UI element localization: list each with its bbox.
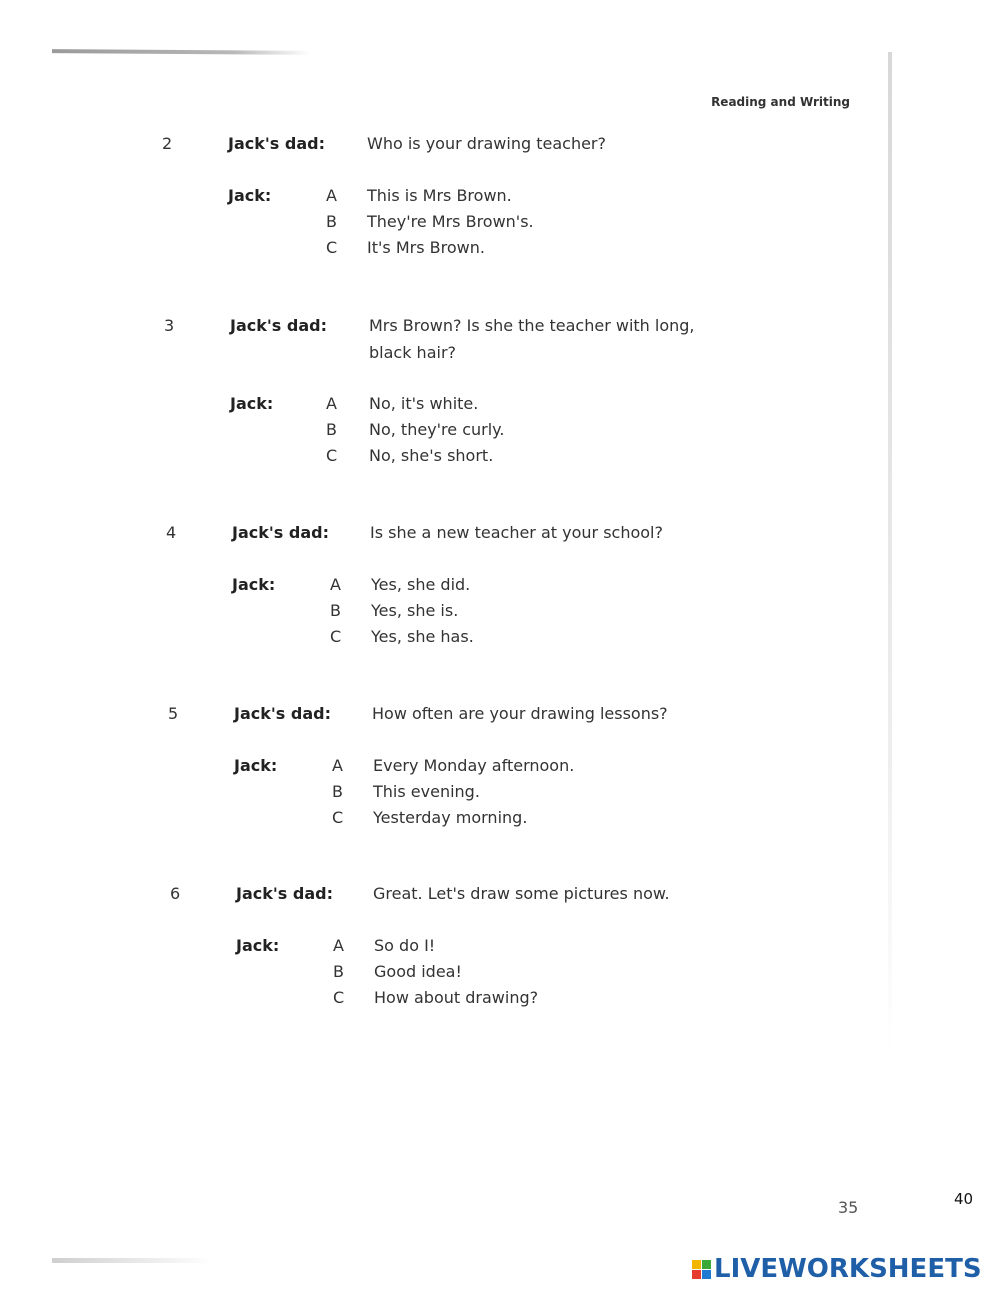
scan-edge-shadow [888, 52, 892, 1052]
option-text: This evening. [373, 782, 480, 801]
answer-option[interactable] [0, 394, 720, 420]
answer-option[interactable] [0, 988, 720, 1014]
option-letter: B [333, 962, 344, 981]
option-letter: B [326, 212, 337, 231]
logo-square [702, 1270, 711, 1279]
liveworksheets-logo-icon [692, 1260, 711, 1279]
question-prompt: Mrs Brown? Is she the teacher with long, black hair? [369, 316, 695, 362]
question-number: 5 [168, 704, 179, 723]
question-number: 3 [164, 316, 175, 335]
page-number: 35 [838, 1198, 859, 1217]
answer-option[interactable] [0, 756, 720, 782]
section-header: Reading and Writing [711, 95, 850, 109]
option-letter: C [333, 988, 345, 1007]
option-letter: C [326, 238, 338, 257]
option-text: No, she's short. [369, 446, 494, 465]
answer-option[interactable] [0, 575, 720, 601]
answer-option[interactable] [0, 808, 720, 834]
responder-label: Jack: [232, 575, 276, 594]
logo-square [702, 1260, 711, 1269]
answer-option[interactable] [0, 627, 720, 653]
option-letter: A [330, 575, 341, 594]
question-number: 6 [170, 884, 181, 903]
option-text: No, they're curly. [369, 420, 505, 439]
option-letter: A [332, 756, 343, 775]
option-letter: B [326, 420, 337, 439]
option-letter: B [332, 782, 343, 801]
answer-option[interactable] [0, 238, 720, 264]
option-text: Yes, she has. [371, 627, 474, 646]
question-prompt: Who is your drawing teacher? [367, 134, 606, 153]
answer-option[interactable] [0, 601, 720, 627]
answer-option[interactable] [0, 420, 720, 446]
answer-option[interactable] [0, 962, 720, 988]
option-letter: C [330, 627, 342, 646]
question-number: 2 [162, 134, 173, 153]
option-text: Yes, she is. [371, 601, 459, 620]
option-letter: B [330, 601, 341, 620]
responder-label: Jack: [234, 756, 278, 775]
responder-label: Jack: [230, 394, 274, 413]
answer-option[interactable] [0, 446, 720, 472]
speaker-label: Jack's dad: [230, 316, 327, 335]
responder-label: Jack: [236, 936, 280, 955]
option-text: Yes, she did. [371, 575, 471, 594]
speaker-label: Jack's dad: [236, 884, 333, 903]
responder-label: Jack: [228, 186, 272, 205]
option-text: No, it's white. [369, 394, 479, 413]
worksheet-number: 40 [954, 1190, 974, 1208]
option-text: Yesterday morning. [373, 808, 528, 827]
option-text: Every Monday afternoon. [373, 756, 575, 775]
option-text: So do I! [374, 936, 436, 955]
bottom-edge-shadow [52, 1258, 212, 1263]
option-letter: A [326, 186, 337, 205]
logo-square [692, 1270, 701, 1279]
question-prompt: How often are your drawing lessons? [372, 704, 668, 723]
option-text: This is Mrs Brown. [367, 186, 512, 205]
option-letter: C [326, 446, 338, 465]
option-text: They're Mrs Brown's. [367, 212, 534, 231]
option-letter: C [332, 808, 344, 827]
option-text: How about drawing? [374, 988, 539, 1007]
question-prompt: Great. Let's draw some pictures now. [373, 884, 670, 903]
answer-option[interactable] [0, 936, 720, 962]
logo-square [692, 1260, 701, 1269]
option-text: Good idea! [374, 962, 462, 981]
option-letter: A [326, 394, 337, 413]
answer-option[interactable] [0, 782, 720, 808]
answer-option[interactable] [0, 212, 720, 238]
speaker-label: Jack's dad: [234, 704, 331, 723]
option-letter: A [333, 936, 344, 955]
question-number: 4 [166, 523, 177, 542]
question-prompt: Is she a new teacher at your school? [370, 523, 663, 542]
speaker-label: Jack's dad: [232, 523, 329, 542]
option-text: It's Mrs Brown. [367, 238, 485, 257]
top-rule [52, 49, 310, 55]
liveworksheets-brand[interactable] [692, 1253, 982, 1285]
brand-wordmark: LIVEWORKSHEETS [714, 1254, 982, 1284]
speaker-label: Jack's dad: [228, 134, 325, 153]
answer-option[interactable] [0, 186, 720, 212]
